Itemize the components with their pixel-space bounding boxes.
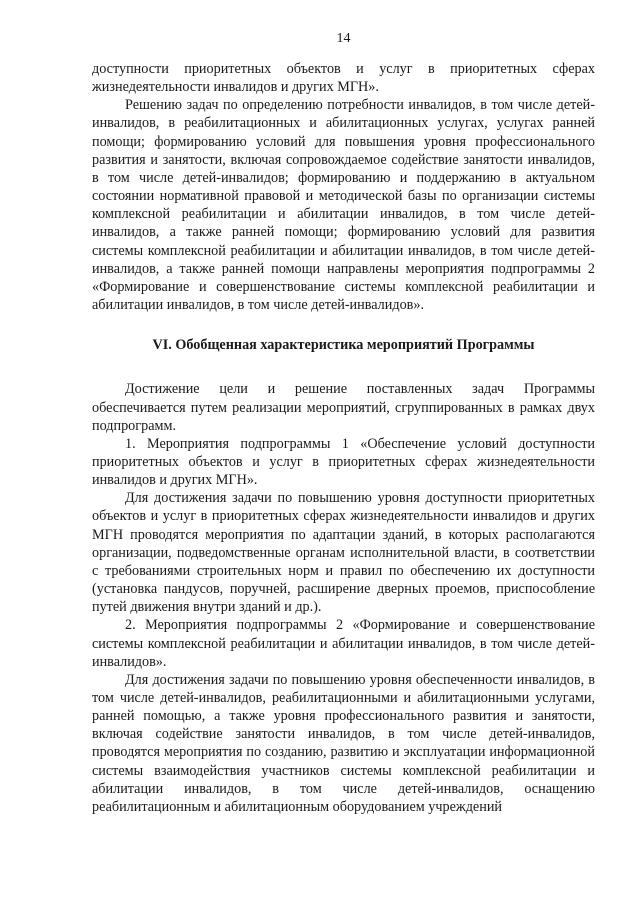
paragraph-subprogram-2-tasks: Решению задач по определению потребности инвалидов, в том числе детей-инвалидов, в реабилитационных и абилитационных услугах, услугах ранней помощи; формированию условий для повышения уровня профессионального развития и занятости, включая сопровождаемое содействие занятости инвалидов, в том числе детей-инвалидов; формированию и поддержанию в актуальном состоянии нормативной правовой и методической базы по организации системы комплексной реабилитации и абилитации инвалидов, в том числе детей-инвалидов, а также ранней помощи; формированию условий для развития системы комплексной реабилитации и абилитации инвалидов, в том числе детей-инвалидов, а также ранней помощи направлены мероприятия подпрограммы 2 «Формирование и совершенствование системы комплексной реабилитации и абилитации инвалидов, в том числе детей-инвалидов».: [92, 97, 595, 314]
paragraph-goal-achievement: Достижение цели и решение поставленных задач Программы обеспечивается путем реализации мероприятий, сгруппированных в рамках двух подпрограмм.: [92, 381, 595, 434]
paragraph-continuation: доступности приоритетных объектов и услуг в приоритетных сферах жизнедеятельности инвалидов и других МГН».: [92, 61, 595, 96]
paragraph-subprogram-2-title: 2. Мероприятия подпрограммы 2 «Формирование и совершенствование системы комплексной реабилитации и абилитации инвалидов, в том числе детей-инвалидов».: [92, 617, 595, 670]
section-heading: VI. Обобщенная характеристика мероприятий Программы: [152, 337, 535, 354]
paragraph-subprogram-1-title: 1. Мероприятия подпрограммы 1 «Обеспечение условий доступности приоритетных объектов и услуг в приоритетных сферах жизнедеятельности инвалидов и других МГН».: [92, 435, 595, 489]
page-number: 14: [336, 31, 351, 46]
document-page: [92, 30, 595, 816]
paragraph-subprogram-1-measures: Для достижения задачи по повышению уровня доступности приоритетных объектов и услуг в приоритетных сферах жизнедеятельности инвалидов и других МГН проводятся мероприятия по адаптации зданий, в которых располагаются организации, подведомственные органам исполнительной власти, в соответствии с требованиями строительных норм и правил по обеспечению их доступности (установка пандусов, поручней, расширение дверных проемов, приспособление путей движения внутри зданий и др.).: [92, 490, 595, 616]
paragraph-subprogram-2-measures: Для достижения задачи по повышению уровня обеспеченности инвалидов, в том числе детей-инвалидов, реабилитационными и абилитационными услугами, ранней помощью, а также уровня профессионального развития и занятости, включая содействие занятости инвалидов, в том числе детей-инвалидов, проводятся мероприятия по созданию, развитию и эксплуатации информационной системы взаимодействия участников системы комплексной реабилитации и абилитации инвалидов, в том числе детей-инвалидов, оснащению реабилитационным и абилитационным оборудованием учреждений: [92, 671, 595, 815]
